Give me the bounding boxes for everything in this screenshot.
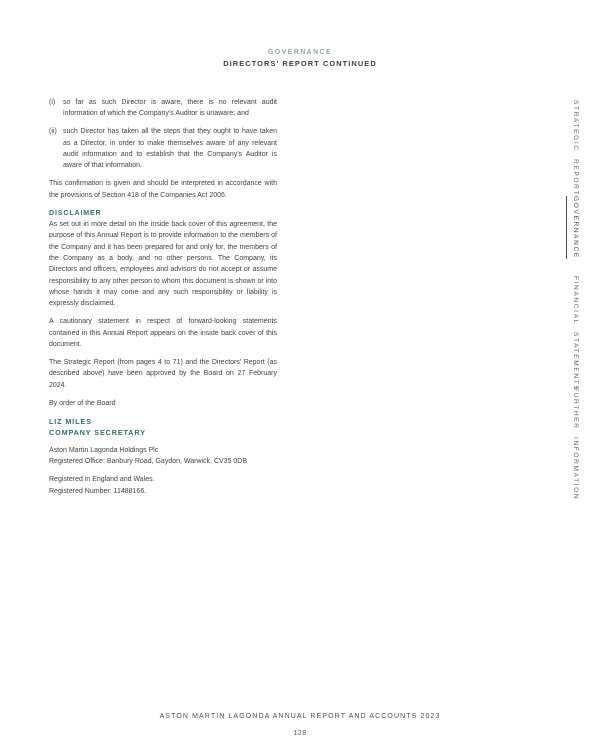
- registered-number-line: Registered Number: 11488166.: [49, 487, 147, 495]
- list-marker: (ii): [49, 128, 57, 136]
- disclaimer-paragraph: The Strategic Report (from pages 4 to 71) and the Directors’ Report (as described above) have been approved by the Board on 27 February 2024.: [49, 358, 277, 389]
- list-item-text: so far as such Director is aware, there is no relevant audit information of which the Company’s Auditor is unaware; and: [63, 99, 277, 118]
- registered-office-line: Registered Office: Banbury Road, Gaydon, Warwick, CV35 0DB: [49, 458, 248, 466]
- disclaimer-paragraph: As set out in more detail on the inside back cover of this agreement, the purpose of this Annual Report is to provide information to the members of the Company and it has been prepared for and only for, the members of the Company as a body, and no other persons. The Company, its Directors and officers, employees and advisors do not accept or assume responsibility to any other person to whom this document is shown or into whose hands it may come and any such responsibility or liability is expressly disclaimed.: [49, 221, 277, 308]
- disclaimer-paragraph: A cautionary statement in respect of forward-looking statements contained in this Annual Report appears on the inside back cover of this document.: [49, 318, 277, 348]
- company-address-block: [49, 445, 277, 468]
- sidebar-item-strategic-report: STRATEGIC REPORT: [572, 100, 579, 197]
- disclaimer-heading: DISCLAIMER: [49, 209, 102, 217]
- main-content: [49, 97, 277, 504]
- list-marker: (i): [49, 99, 56, 106]
- page-header: [0, 49, 600, 68]
- by-order-line: By order of the Board: [49, 399, 116, 407]
- confirmation-paragraph: This confirmation is given and should be interpreted in accordance with the provisions of Section 418 of the Companies Act 2006.: [49, 180, 277, 199]
- audit-statement-item: [49, 97, 277, 120]
- registration-block: [49, 474, 277, 497]
- page-title: DIRECTORS’ REPORT CONTINUED: [223, 58, 377, 68]
- sidebar-item-further-information: FURTHER INFORMATION: [572, 387, 579, 501]
- sidebar-item-governance: GOVERNANCE: [566, 196, 580, 259]
- audit-statement-item: [49, 126, 277, 171]
- signature-block: [49, 416, 277, 439]
- signatory-name: LIZ MILES: [49, 416, 92, 426]
- section-label: GOVERNANCE: [267, 49, 333, 56]
- list-item-text: such Director has taken all the steps that they ought to have taken as a Director, in order to make themselves aware of any relevant audit information and to establish that the Company’s Auditor is aware of that information.: [63, 128, 277, 170]
- footer-report-title: ASTON MARTIN LAGONDA ANNUAL REPORT AND ACCOUNTS 2023: [159, 713, 441, 720]
- page-number: 128: [293, 730, 307, 737]
- signatory-title: COMPANY SECRETARY: [49, 428, 146, 437]
- company-name-line: Aston Martin Lagonda Holdings Plc: [49, 447, 159, 455]
- registered-country-line: Registered in England and Wales.: [49, 476, 155, 484]
- sidebar-item-financial-statements: FINANCIAL STATEMENTS: [572, 276, 579, 392]
